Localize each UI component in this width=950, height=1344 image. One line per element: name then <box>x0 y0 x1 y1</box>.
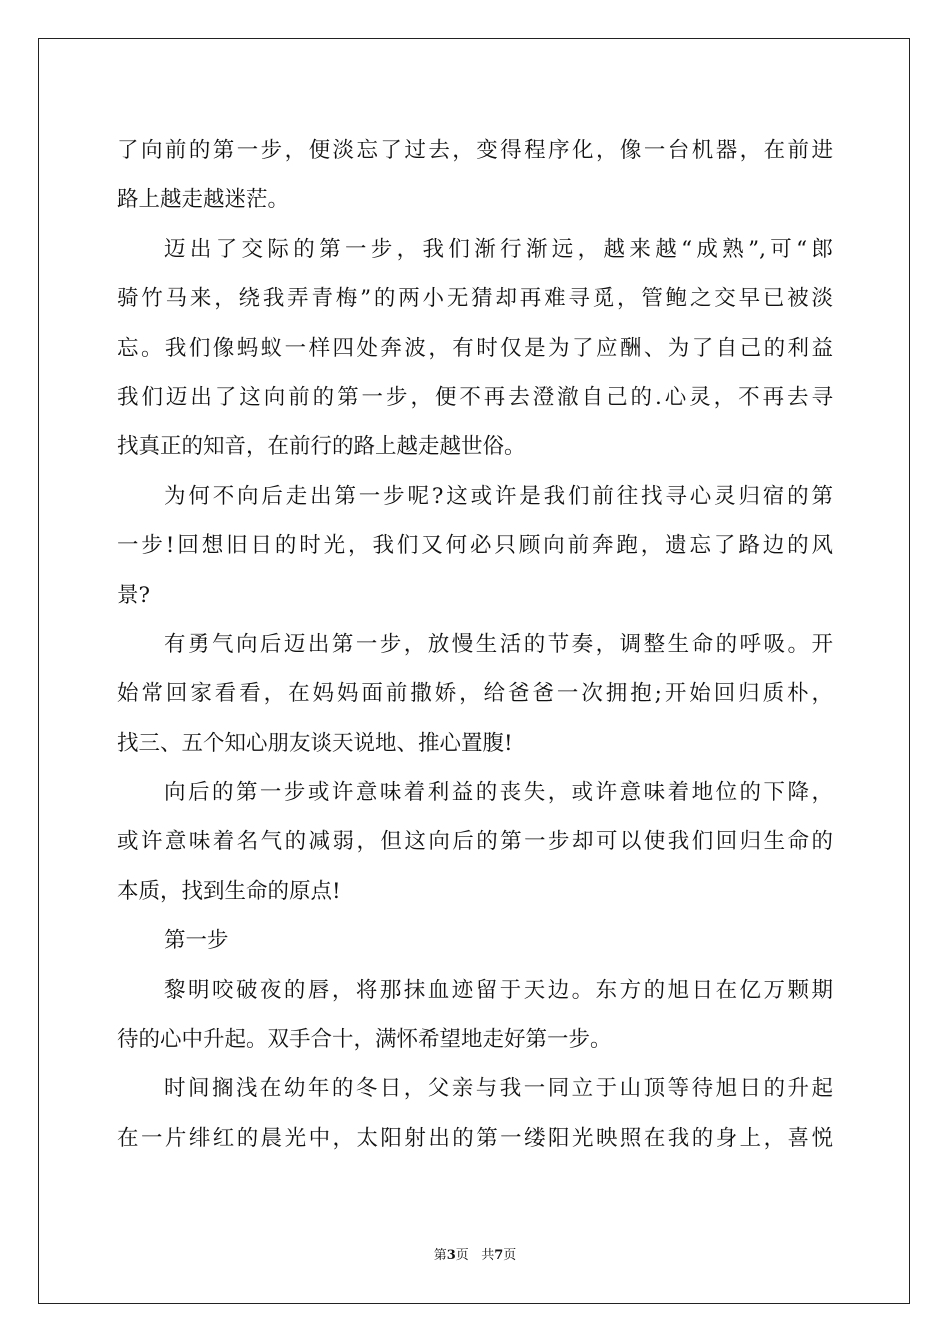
text-line: 黎明咬破夜的唇，将那抹血迹留于天边。东方的旭日在亿万颗期 <box>164 977 833 1003</box>
text-line: 时间搁浅在幼年的冬日，父亲与我一同立于山顶等待旭日的升起 <box>164 1076 833 1102</box>
text-line: 骑竹马来，绕我弄青梅”的两小无猜却再难寻觅，管鲍之交早已被淡 <box>117 286 833 312</box>
text-line: 第一步 <box>164 928 229 954</box>
page-number-suffix: 页 <box>503 1248 517 1263</box>
page-footer <box>0 1247 950 1265</box>
text-line: 找真正的知音，在前行的路上越走越世俗。 <box>117 434 526 460</box>
text-line: 向后的第一步或许意味着利益的丧失，或许意味着地位的下降， <box>164 780 833 806</box>
text-line: 景? <box>117 582 151 608</box>
page-number-middle: 页 共 <box>455 1248 495 1263</box>
text-line: 有勇气向后迈出第一步，放慢生活的节奏，调整生命的呼吸。开 <box>164 631 833 657</box>
text-line: 忘。我们像蚂蚁一样四处奔波，有时仅是为了应酬、为了自己的利益 <box>117 335 833 361</box>
text-line: 为何不向后走出第一步呢?这或许是我们前往找寻心灵归宿的第 <box>164 483 833 509</box>
text-line: 了向前的第一步，便淡忘了过去，变得程序化，像一台机器，在前进 <box>117 138 833 163</box>
text-line: 本质，找到生命的原点! <box>117 878 341 904</box>
document-body <box>117 126 833 1163</box>
page-number-prefix: 第 <box>433 1248 447 1263</box>
total-page-number: 7 <box>494 1248 504 1263</box>
text-line: 迈出了交际的第一步，我们渐行渐远，越来越“成熟”,可“郎 <box>164 236 833 262</box>
text-line: 待的心中升起。双手合十，满怀希望地走好第一步。 <box>117 1027 612 1053</box>
text-line: 一步!回想旧日的时光，我们又何必只顾向前奔跑，遗忘了路边的风 <box>117 533 833 559</box>
text-line: 始常回家看看，在妈妈面前撒娇，给爸爸一次拥抱;开始回归质朴， <box>117 681 833 707</box>
text-line: 我们迈出了这向前的第一步，便不再去澄澈自己的.心灵，不再去寻 <box>117 384 833 410</box>
text-line: 找三、五个知心朋友谈天说地、推心置腹! <box>117 730 513 756</box>
text-line: 或许意味着名气的减弱，但这向后的第一步却可以使我们回归生命的 <box>117 829 833 855</box>
text-line: 路上越走越迷茫。 <box>117 187 290 213</box>
text-line: 在一片绯红的晨光中，太阳射出的第一缕阳光映照在我的身上，喜悦 <box>117 1125 833 1151</box>
current-page-number: 3 <box>446 1248 456 1263</box>
